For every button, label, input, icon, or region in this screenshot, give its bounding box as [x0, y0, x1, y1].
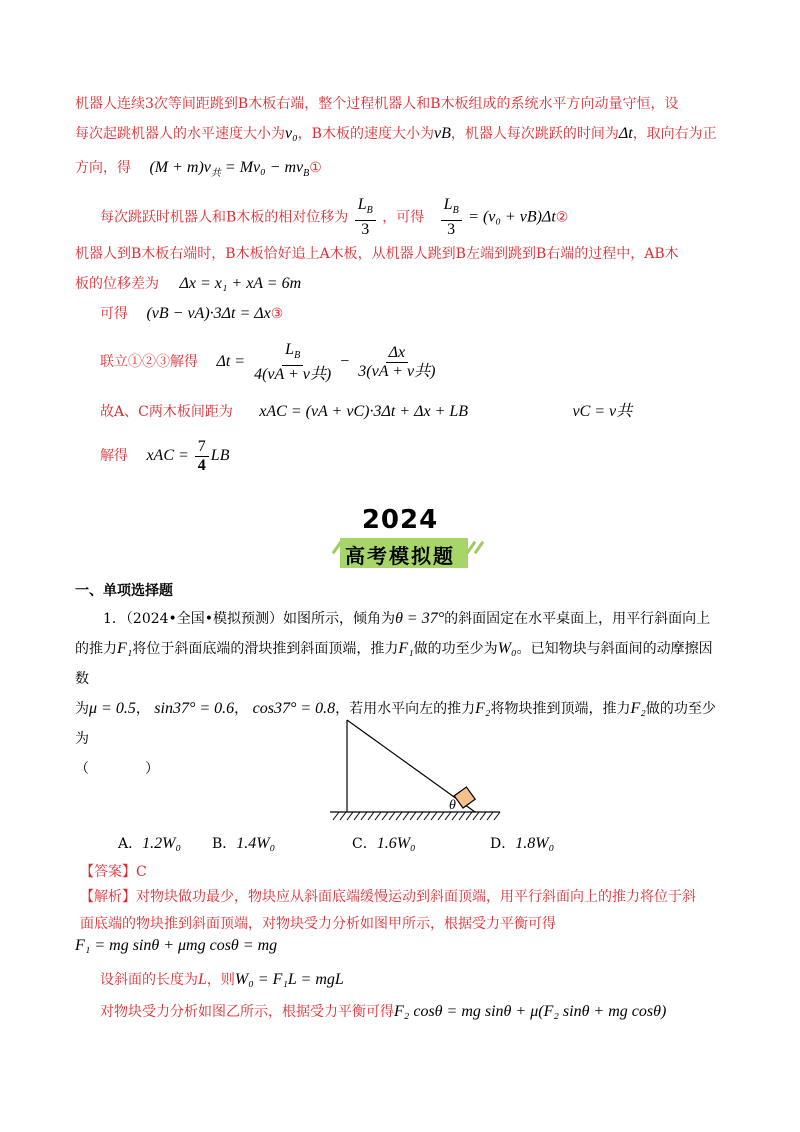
var-v0: v₀: [285, 125, 298, 142]
circle-3: ③: [270, 306, 284, 322]
solution-paragraph-1: [75, 90, 725, 188]
solution-paragraph-2: 每次跳跃时机器人和B木板的相对位移为 $\frac{L_B}{3}$ ，可得 $\frac{L_B}{3}$ = (v₀ + vB)Δt②: [100, 196, 569, 239]
friction-coefficient: μ = 0.5: [89, 700, 136, 717]
var-dt: Δt: [618, 125, 633, 142]
option-b[interactable]: B．1.4W₀: [212, 835, 276, 852]
fraction-LB-over-3-b: $\frac{L_B}{3}$: [441, 196, 462, 239]
solution-paragraph-5: 联立①②③解得 Δt = $\frac{L_B}{\text{4(vA + v共)}}$ − $\frac{\Delta x}{\text{3(vA + v共)}}$: [100, 340, 440, 384]
analysis-equation-1: F₁ = mg sinθ + μmg cosθ = mg: [75, 937, 278, 954]
analysis-line-4: 对物块受力分析如图乙所示，根据受力平衡可得F₂ cosθ = mg sinθ + μ(F₂ sinθ + mg cosθ): [100, 1003, 667, 1020]
answer-line: [80, 858, 147, 886]
option-a[interactable]: A．1.2W₀: [118, 835, 182, 852]
question-line: 为μ = 0.5， sin37° = 0.6， cos37° = 0.8，若用水平向左的推力F₂将物块推到顶端，推力F₂做的功至少为: [75, 700, 716, 747]
solution-paragraph-4: 可得 (vB − vA)·3Δt = Δx③: [100, 305, 284, 322]
xac-equation: xAC = (vA + vC)·3Δt + Δx + LB: [259, 403, 469, 420]
analysis-tag: 【解析】: [80, 889, 136, 905]
force-balance-equation: F₂ cosθ = mg sinθ + μ(F₂ sinθ + mg cosθ): [394, 1003, 667, 1020]
relative-velocity-eq: (vB − vA)·3Δt = Δx: [146, 305, 271, 322]
displacement-difference-eq: Δx = x₁ + xA = 6m: [179, 275, 302, 292]
solution-paragraph-6: 故A、C两木板间距为 xAC = (vA + vC)·3Δt + Δx + LB vC = v共: [100, 403, 633, 420]
cos-value: cos37° = 0.8: [252, 700, 336, 717]
option-c[interactable]: C．1.6W₀: [352, 835, 416, 852]
work-equation: W₀ = F₁L = mgL: [234, 971, 344, 988]
analysis-line: 【解析】对物块做功最少，物块应从斜面底端缓慢运动到斜面顶端，用平行斜面向上的推力将位于斜: [80, 889, 696, 905]
banner-title: 高考模拟题: [345, 544, 455, 568]
incline-figure: [325, 712, 505, 830]
question-line: 1．（2024•全国•模拟预测）如图所示，倾角为θ = 37°的斜面固定在水平桌面上，用平行斜面向上: [103, 610, 711, 627]
question-line: 的推力F₁将位于斜面底端的滑块推到斜面顶端，推力F₁做的功至少为W₀。已知物块与斜面间的动摩擦因数: [75, 640, 713, 687]
circle-2: ②: [555, 209, 569, 226]
table-hatching: [333, 812, 500, 820]
answer-tag: 【答案】: [80, 864, 136, 880]
solution-line: 机器人到B木板右端时，B木板恰好追上A木板，从机器人跳到B左端到跳到B右端的过程中，AB木: [75, 246, 679, 262]
solution-paragraph-7: 解得 xAC = $\frac{7}{4}$ LB: [100, 437, 230, 474]
banner-year: 2024: [361, 505, 439, 535]
vc-equation: vC = v共: [572, 403, 633, 420]
sin-value: sin37° = 0.6: [154, 700, 235, 717]
option-d[interactable]: D．1.8W₀: [490, 835, 555, 852]
solution-line: 每次起跳机器人的水平速度大小为v₀，B木板的速度大小为vB，机器人每次跳跃的时间为Δt，取向右为正: [75, 125, 717, 142]
angle-value: θ = 37°: [395, 610, 445, 627]
analysis-block: [80, 884, 730, 938]
analysis-line: 面底端的物块推到斜面顶端，对物块受力分析如图甲所示，根据受力平衡可得: [80, 916, 556, 932]
angle-label: θ: [449, 798, 456, 813]
momentum-equation: $(M + m)v_共 = Mv_0 - mv_B$: [149, 159, 310, 180]
circle-1: ①: [309, 160, 322, 176]
solution-paragraph-3: [75, 240, 725, 299]
analysis-line-3: 设斜面的长度为L，则W₀ = F₁L = mgL: [100, 971, 344, 988]
solution-line: 方向，得 $(M + m)v_共 = Mv_0$ − $mv_B①$: [75, 159, 322, 180]
answer-blank: （ ）: [75, 761, 159, 777]
fraction-LB-over-3: $\frac{L_B}{3}$: [355, 196, 376, 239]
section-title: 一、单项选择题: [75, 583, 173, 599]
answer-value: C: [136, 864, 147, 880]
sliding-block: [454, 787, 475, 808]
delta-t-equation: Δt = $\frac{L_B}{\text{4(vA + v共)}}$ − $\frac{\Delta x}{\text{3(vA + v共)}}$: [216, 340, 436, 383]
solution-line: 机器人连续3次等间距跳到B木板右端，整个过程机器人和B木板组成的系统水平方向动量守恒，设: [75, 96, 679, 112]
solution-line: 板的位移差为 Δx = x₁ + xA = 6m: [75, 275, 302, 292]
var-vB: vB: [433, 125, 451, 142]
final-result-eq: xAC = $\frac{7}{4}$ LB: [146, 437, 230, 474]
relative-displacement-eq: = (v₀ + vB)Δt: [468, 208, 556, 226]
